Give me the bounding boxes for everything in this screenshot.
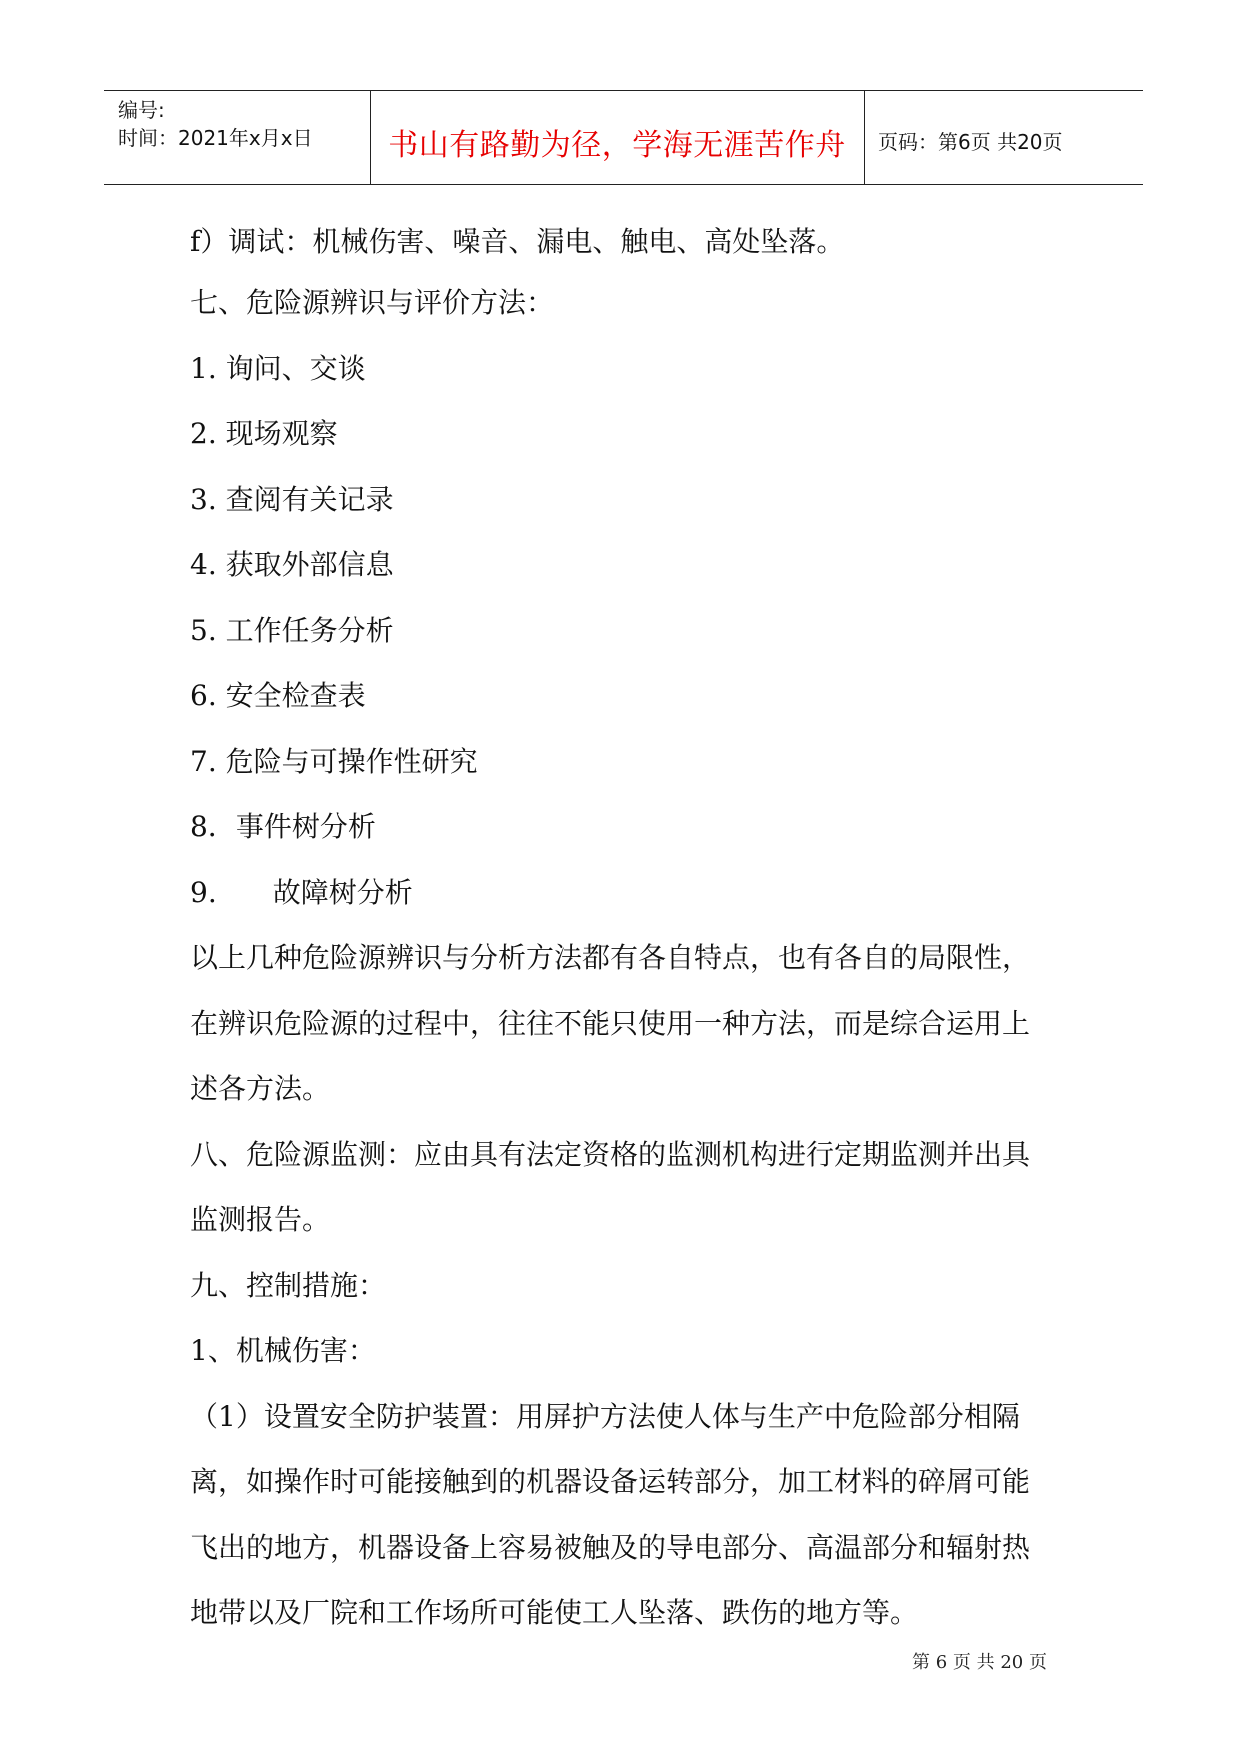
list-item: 5. 工作任务分析 — [190, 613, 394, 647]
page-footer: 第 6 页 共 20 页 — [912, 1652, 1047, 1673]
list-item: 9. 故障树分析 — [190, 875, 413, 909]
list-item: 7. 危险与可操作性研究 — [190, 744, 478, 778]
header-divider-right — [864, 90, 865, 184]
subsection-heading: 1、机械伤害： — [190, 1334, 376, 1367]
paragraph-line: 在辨识危险源的过程中，往往不能只使用一种方法，而是综合运用上 — [190, 1006, 1031, 1040]
header-motto: 书山有路勤为径，学海无涯苦作舟 — [388, 128, 846, 163]
paragraph-line: （1）设置安全防护装置：用屏护方法使人体与生产中危险部分相隔 — [190, 1399, 1020, 1433]
paragraph-line: 以上几种危险源辨识与分析方法都有各自特点，也有各自的局限性， — [190, 941, 1031, 974]
list-item: 3. 查阅有关记录 — [190, 482, 394, 516]
header-time-label: 时间：2021年x月x日 — [118, 126, 313, 150]
list-item: 2. 现场观察 — [190, 417, 338, 450]
section-heading-9: 九、控制措施： — [190, 1268, 387, 1302]
header-top-border — [104, 90, 1143, 91]
header-number-label: 编号: — [118, 98, 165, 122]
list-item: 1. 询问、交谈 — [190, 351, 366, 385]
paragraph-line: 监测报告。 — [190, 1203, 331, 1236]
list-item: 8．事件树分析 — [190, 810, 376, 843]
paragraph-line: 离，如操作时可能接触到的机器设备运转部分，加工材料的碎屑可能 — [190, 1465, 1031, 1498]
paragraph-line: 地带以及厂院和工作场所可能使工人坠落、跌伤的地方等。 — [190, 1596, 919, 1629]
body-line: f）调试：机械伤害、噪音、漏电、触电、高处坠落。 — [190, 225, 845, 258]
document-body — [190, 214, 1090, 1646]
list-item: 4. 获取外部信息 — [190, 548, 394, 581]
section-heading-7: 七、危险源辨识与评价方法： — [190, 286, 555, 319]
paragraph-line: 述各方法。 — [190, 1072, 331, 1105]
paragraph-line: 飞出的地方，机器设备上容易被触及的导电部分、高温部分和辐射热 — [190, 1530, 1031, 1564]
header-bottom-border — [104, 184, 1143, 185]
section-heading-8: 八、危险源监测：应由具有法定资格的监测机构进行定期监测并出具 — [190, 1137, 1031, 1171]
header-page-label: 页码：第6页 共20页 — [878, 130, 1063, 154]
list-item: 6. 安全检查表 — [190, 679, 366, 712]
